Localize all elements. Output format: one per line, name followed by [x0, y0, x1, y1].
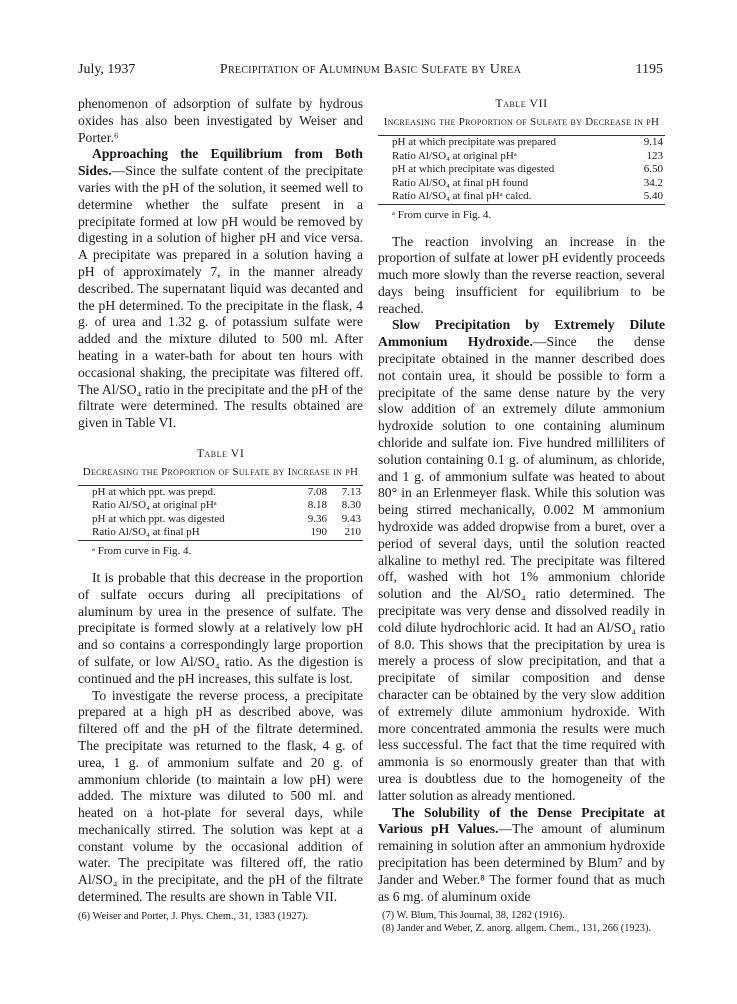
paragraph: phenomenon of adsorption of sulfate by hydrous oxides has also been investigated by Weiser and Porter.⁶ — [78, 96, 363, 145]
table-cell: 9.36 — [307, 512, 328, 525]
right-column — [378, 96, 665, 935]
footnote: (8) Jander and Weber, Z. anorg. allgem. Chem., 131, 266 (1923). — [382, 923, 652, 935]
table-cell: pH at which ppt. was digested — [92, 512, 225, 525]
table-row — [78, 485, 363, 499]
header-title: Precipitation of Aluminum Basic Sulfate by Urea — [219, 62, 522, 77]
paragraph — [378, 805, 665, 906]
section-heading: Approaching the Equilibrium from Both Sides. — [78, 146, 363, 179]
table-cell: pH at which precipitate was digested — [392, 163, 555, 175]
table-cell: 9.14 — [643, 136, 663, 148]
table-cell: Ratio Al/SO₄ at final pH — [92, 526, 200, 539]
paragraph: The reaction involving an increase in the proportion of sulfate at lower pH evidently proceeds much more slowly than the reverse reaction, several days being insufficient for equilibrium to be reached. — [378, 233, 665, 316]
paragraph-body: —Since the sulfate content of the precipitate varies with the pH of the solution, it seemed well to determine whether the sulfate present in a precipitate formed at low pH would be removed by digesting in a solution of higher pH and vice versa. A precipitate was prepared in a solution having a pH of approximately 7, in the manner already described. The supernatant liquid was decanted and the pH determined. To the precipitate in the flask, 4 g. of urea and 1.32 g. of potassium sulfate were added and the mixture diluted to 500 ml. After heating in a water-bath for about ten hours with occasional shaking, the precipitate was filtered off. The Al/SO₄ ratio in the precipitate and the pH of the filtrate were determined. The results obtained are given in Table VI. — [78, 163, 363, 431]
table-row — [378, 190, 665, 204]
table-cell: 5.40 — [643, 190, 663, 202]
table-vii — [378, 96, 665, 222]
table-cell: pH at which precipitate was prepared — [392, 136, 557, 148]
footnote: (6) Weiser and Porter, J. Phys. Chem., 31, 1383 (1927). — [78, 910, 309, 922]
table-cell: Ratio Al/SO₄ at original pHᵃ — [392, 149, 517, 162]
table-cell: 8.18 — [307, 499, 328, 512]
table-cell: 34.2 — [643, 176, 663, 189]
table-cell: 9.43 — [341, 512, 361, 525]
table-caption: Decreasing the Proportion of Sulfate by Increase in pH — [82, 465, 359, 478]
table-cell: 8.30 — [341, 499, 361, 512]
table-row — [378, 163, 665, 177]
page-number: 1195 — [635, 62, 663, 77]
table-vii-data — [378, 135, 665, 205]
table-cell: Ratio Al/SO₄ at final pH found — [392, 176, 529, 189]
table-title: Table VI — [196, 445, 245, 460]
paragraph — [78, 146, 363, 432]
table-row — [78, 499, 363, 513]
table-row — [378, 177, 665, 191]
table-row — [378, 150, 665, 164]
table-cell: 123 — [646, 149, 663, 162]
running-header — [78, 62, 663, 80]
section-heading: Slow Precipitation by Extremely Dilute Ammonium Hydroxide. — [378, 317, 665, 350]
table-caption: Increasing the Proportion of Sulfate by Decrease in pH — [383, 116, 660, 128]
table-cell: 7.08 — [307, 485, 328, 498]
paragraph — [378, 317, 665, 804]
footnotes — [78, 910, 363, 923]
table-row — [378, 136, 665, 150]
footnotes — [378, 909, 665, 935]
paragraph: To investigate the reverse process, a precipitate prepared at a high pH as described above, was filtered off and the pH of the filtrate determined. The precipitate was returned to the flask, 4 g. of urea, 1 g. of ammonium sulfate and 20 g. of ammonium chloride (to maintain a low pH) were added. The mixture was diluted to 500 ml. and heated on a hot-plate for several days, while mechanically stirred. The solution was kept at a constant volume by the occasional addition of water. The precipitate was filtered off, the ratio Al/SO₄ in the precipitate, and the pH of the filtrate determined. The results are shown in Table VII. — [78, 687, 363, 905]
table-cell: 6.50 — [643, 163, 663, 175]
table-row — [78, 513, 363, 527]
paragraph-body: —The amount of aluminum remaining in solution after an ammonium hydroxide precipitation has been determined by Blum⁷ and by Jander and Weber.⁸ The former found that as much as 6 mg. of aluminum oxide — [378, 821, 665, 904]
table-title: Table VII — [495, 96, 548, 110]
section-heading: The Solubility of the Dense Precipitate at Various pH Values. — [378, 804, 665, 837]
table-cell: 7.13 — [341, 485, 361, 498]
paragraph: It is probable that this decrease in the proportion of sulfate occurs during all precipitations of aluminum by urea in the presence of sulfate. The precipitate is formed slowly at a relatively low pH and so contains a correspondingly large proportion of sulfate, or low Al/SO₄ ratio. As the digestion is continued and the pH increases, this sulfate is lost. — [78, 569, 363, 686]
table-cell: 190 — [310, 526, 328, 539]
table-cell: 210 — [344, 526, 361, 539]
table-footnote: ᵃ From curve in Fig. 4. — [392, 208, 492, 221]
header-date: July, 1937 — [78, 62, 136, 77]
footnote: (7) W. Blum, This Journal, 38, 1282 (1916). — [382, 910, 565, 922]
table-row — [78, 526, 363, 540]
table-cell: Ratio Al/SO₄ at original pHᵃ — [92, 499, 217, 512]
table-cell: Ratio Al/SO₄ at final pHᵃ calcd. — [392, 190, 532, 202]
table-vi-data — [78, 485, 363, 541]
table-cell: pH at which ppt. was prepd. — [92, 485, 216, 498]
left-column — [78, 96, 363, 923]
paragraph-body: —Since the dense precipitate obtained in the manner described does not contain urea, it should be possible to form a precipitate of the same dense nature by the very slow addition of an extremely dilute ammonium hydroxide solution to one containing aluminum chloride and sulfate ion. Five hundred milliliters of solution containing 0.1 g. of aluminum, as chloride, and 1 g. of ammonium sulfate was heated to about 80° in an Erlenmeyer flask. While this solution was being stirred mechanically, 0.002 M ammonium hydroxide was added dropwise from a buret, over a period of several days, until the solution reacted alkaline to methyl red. The precipitate was filtered off, washed with hot 1% ammonium chloride solution and the Al/SO₄ ratio determined. The precipitate was very dense and dissolved readily in cold dilute hydrochloric acid. It had an Al/SO₄ ratio of 8.0. This shows that the precipitation by urea is merely a process of slow precipitation, and that a precipitate of similar composition and dense character can be obtained by the very slow addition of extremely dilute ammonium hydroxide. With more concentrated ammonia the results were much less successful. The fact that the time required with ammonia is so enormously greater than that with urea is doubtless due to the homogeneity of the latter solution as already mentioned. — [378, 334, 665, 803]
table-footnote: ᵃ From curve in Fig. 4. — [92, 544, 192, 557]
table-vi — [78, 446, 363, 558]
